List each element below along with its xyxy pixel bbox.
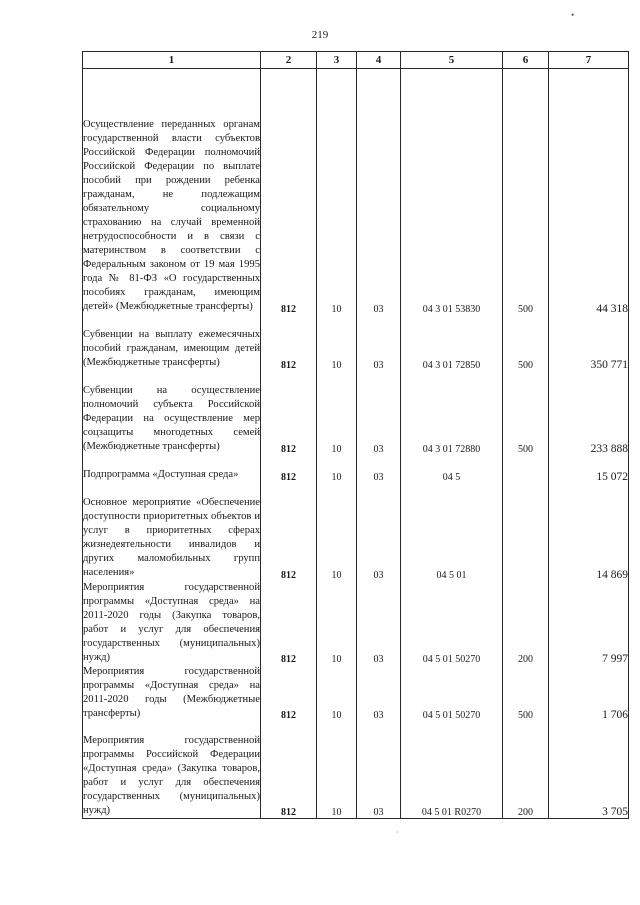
table-row	[83, 315, 629, 371]
table-row	[83, 371, 629, 455]
row-subsection: 03	[357, 69, 401, 315]
row-amount: 15 072	[549, 455, 629, 483]
row-subsection: 03	[357, 721, 401, 819]
row-target-code: 04 5 01 R0270	[401, 721, 503, 819]
header-col-3: 3	[317, 52, 357, 69]
row-subsection: 03	[357, 455, 401, 483]
row-expense-type: 500	[503, 371, 549, 455]
row-code: 812	[261, 581, 317, 665]
row-name: Основное мероприятие «Обеспечение доступности приоритетных объектов и услуг в приоритетных сферах жизнедеятельности инвалидов и других маломобильных групп населения»	[83, 483, 261, 581]
header-col-6: 6	[503, 52, 549, 69]
table-row	[83, 483, 629, 581]
row-target-code: 04 3 01 53830	[401, 69, 503, 315]
row-target-code: 04 5	[401, 455, 503, 483]
header-col-1: 1	[83, 52, 261, 69]
row-amount: 7 997	[549, 581, 629, 665]
row-name: Мероприятия государственной программы «Доступная среда» на 2011-2020 годы (Межбюджетные трансферты)	[83, 665, 261, 721]
page-number: 219	[311, 29, 329, 41]
table-row	[83, 665, 629, 721]
row-expense-type: 500	[503, 665, 549, 721]
budget-table	[82, 51, 629, 819]
row-code: 812	[261, 315, 317, 371]
row-target-code: 04 3 01 72850	[401, 315, 503, 371]
table-row	[83, 69, 629, 315]
row-code: 812	[261, 455, 317, 483]
header-row	[83, 52, 629, 69]
row-target-code: 04 5 01	[401, 483, 503, 581]
row-section: 10	[317, 371, 357, 455]
row-section: 10	[317, 315, 357, 371]
header-col-7: 7	[549, 52, 629, 69]
row-subsection: 03	[357, 371, 401, 455]
row-code: 812	[261, 483, 317, 581]
row-expense-type: 200	[503, 581, 549, 665]
row-section: 10	[317, 581, 357, 665]
header-col-2: 2	[261, 52, 317, 69]
row-section: 10	[317, 483, 357, 581]
table-row	[83, 581, 629, 665]
scan-speck: ·	[396, 828, 399, 837]
row-amount: 1 706	[549, 665, 629, 721]
row-expense-type: 500	[503, 315, 549, 371]
row-expense-type	[503, 483, 549, 581]
row-target-code: 04 5 01 50270	[401, 665, 503, 721]
row-name: Субвенции на выплату ежемесячных пособий гражданам, имеющим детей (Межбюджетные трансферты)	[83, 315, 261, 371]
row-name: Подпрограмма «Доступная среда»	[83, 455, 261, 483]
row-section: 10	[317, 69, 357, 315]
row-amount: 233 888	[549, 371, 629, 455]
row-expense-type: 500	[503, 69, 549, 315]
row-subsection: 03	[357, 483, 401, 581]
header-col-5: 5	[401, 52, 503, 69]
row-subsection: 03	[357, 665, 401, 721]
row-section: 10	[317, 665, 357, 721]
row-expense-type: 200	[503, 721, 549, 819]
corner-mark: •	[571, 10, 575, 20]
row-section: 10	[317, 721, 357, 819]
row-code: 812	[261, 69, 317, 315]
row-target-code: 04 3 01 72880	[401, 371, 503, 455]
row-expense-type	[503, 455, 549, 483]
row-subsection: 03	[357, 581, 401, 665]
row-name: Мероприятия государственной программы «Доступная среда» на 2011-2020 годы (Закупка товаров, работ и услуг для обеспечения государственных (муниципальных) нужд)	[83, 581, 261, 665]
row-code: 812	[261, 721, 317, 819]
row-section: 10	[317, 455, 357, 483]
row-amount: 14 869	[549, 483, 629, 581]
row-name: Субвенции на осуществление полномочий субъекта Российской Федерации на осуществление мер соцзащиты многодетных семей (Межбюджетные трансферты)	[83, 371, 261, 455]
row-name: Мероприятия государственной программы Российской Федерации «Доступная среда» (Закупка товаров, работ и услуг для обеспечения государственных (муниципальных) нужд)	[83, 721, 261, 819]
row-amount: 3 705	[549, 721, 629, 819]
row-amount: 44 318	[549, 69, 629, 315]
row-code: 812	[261, 665, 317, 721]
row-amount: 350 771	[549, 315, 629, 371]
row-code: 812	[261, 371, 317, 455]
row-target-code: 04 5 01 50270	[401, 581, 503, 665]
row-name: Осуществление переданных органам государственной власти субъектов Российской Федерации полномочий Российской Федерации по выплате пособий при рождении ребенка гражданам, не подлежащим обязательному социальному страхованию на случай временной нетрудоспособности и в связи с материнством в соответствии с Федеральным законом от 19 мая 1995 года № 81-ФЗ «О государственных пособиях гражданам, имеющим детей» (Межбюджетные трансферты)	[83, 69, 261, 315]
header-col-4: 4	[357, 52, 401, 69]
table-row	[83, 455, 629, 483]
table-row	[83, 721, 629, 819]
row-subsection: 03	[357, 315, 401, 371]
